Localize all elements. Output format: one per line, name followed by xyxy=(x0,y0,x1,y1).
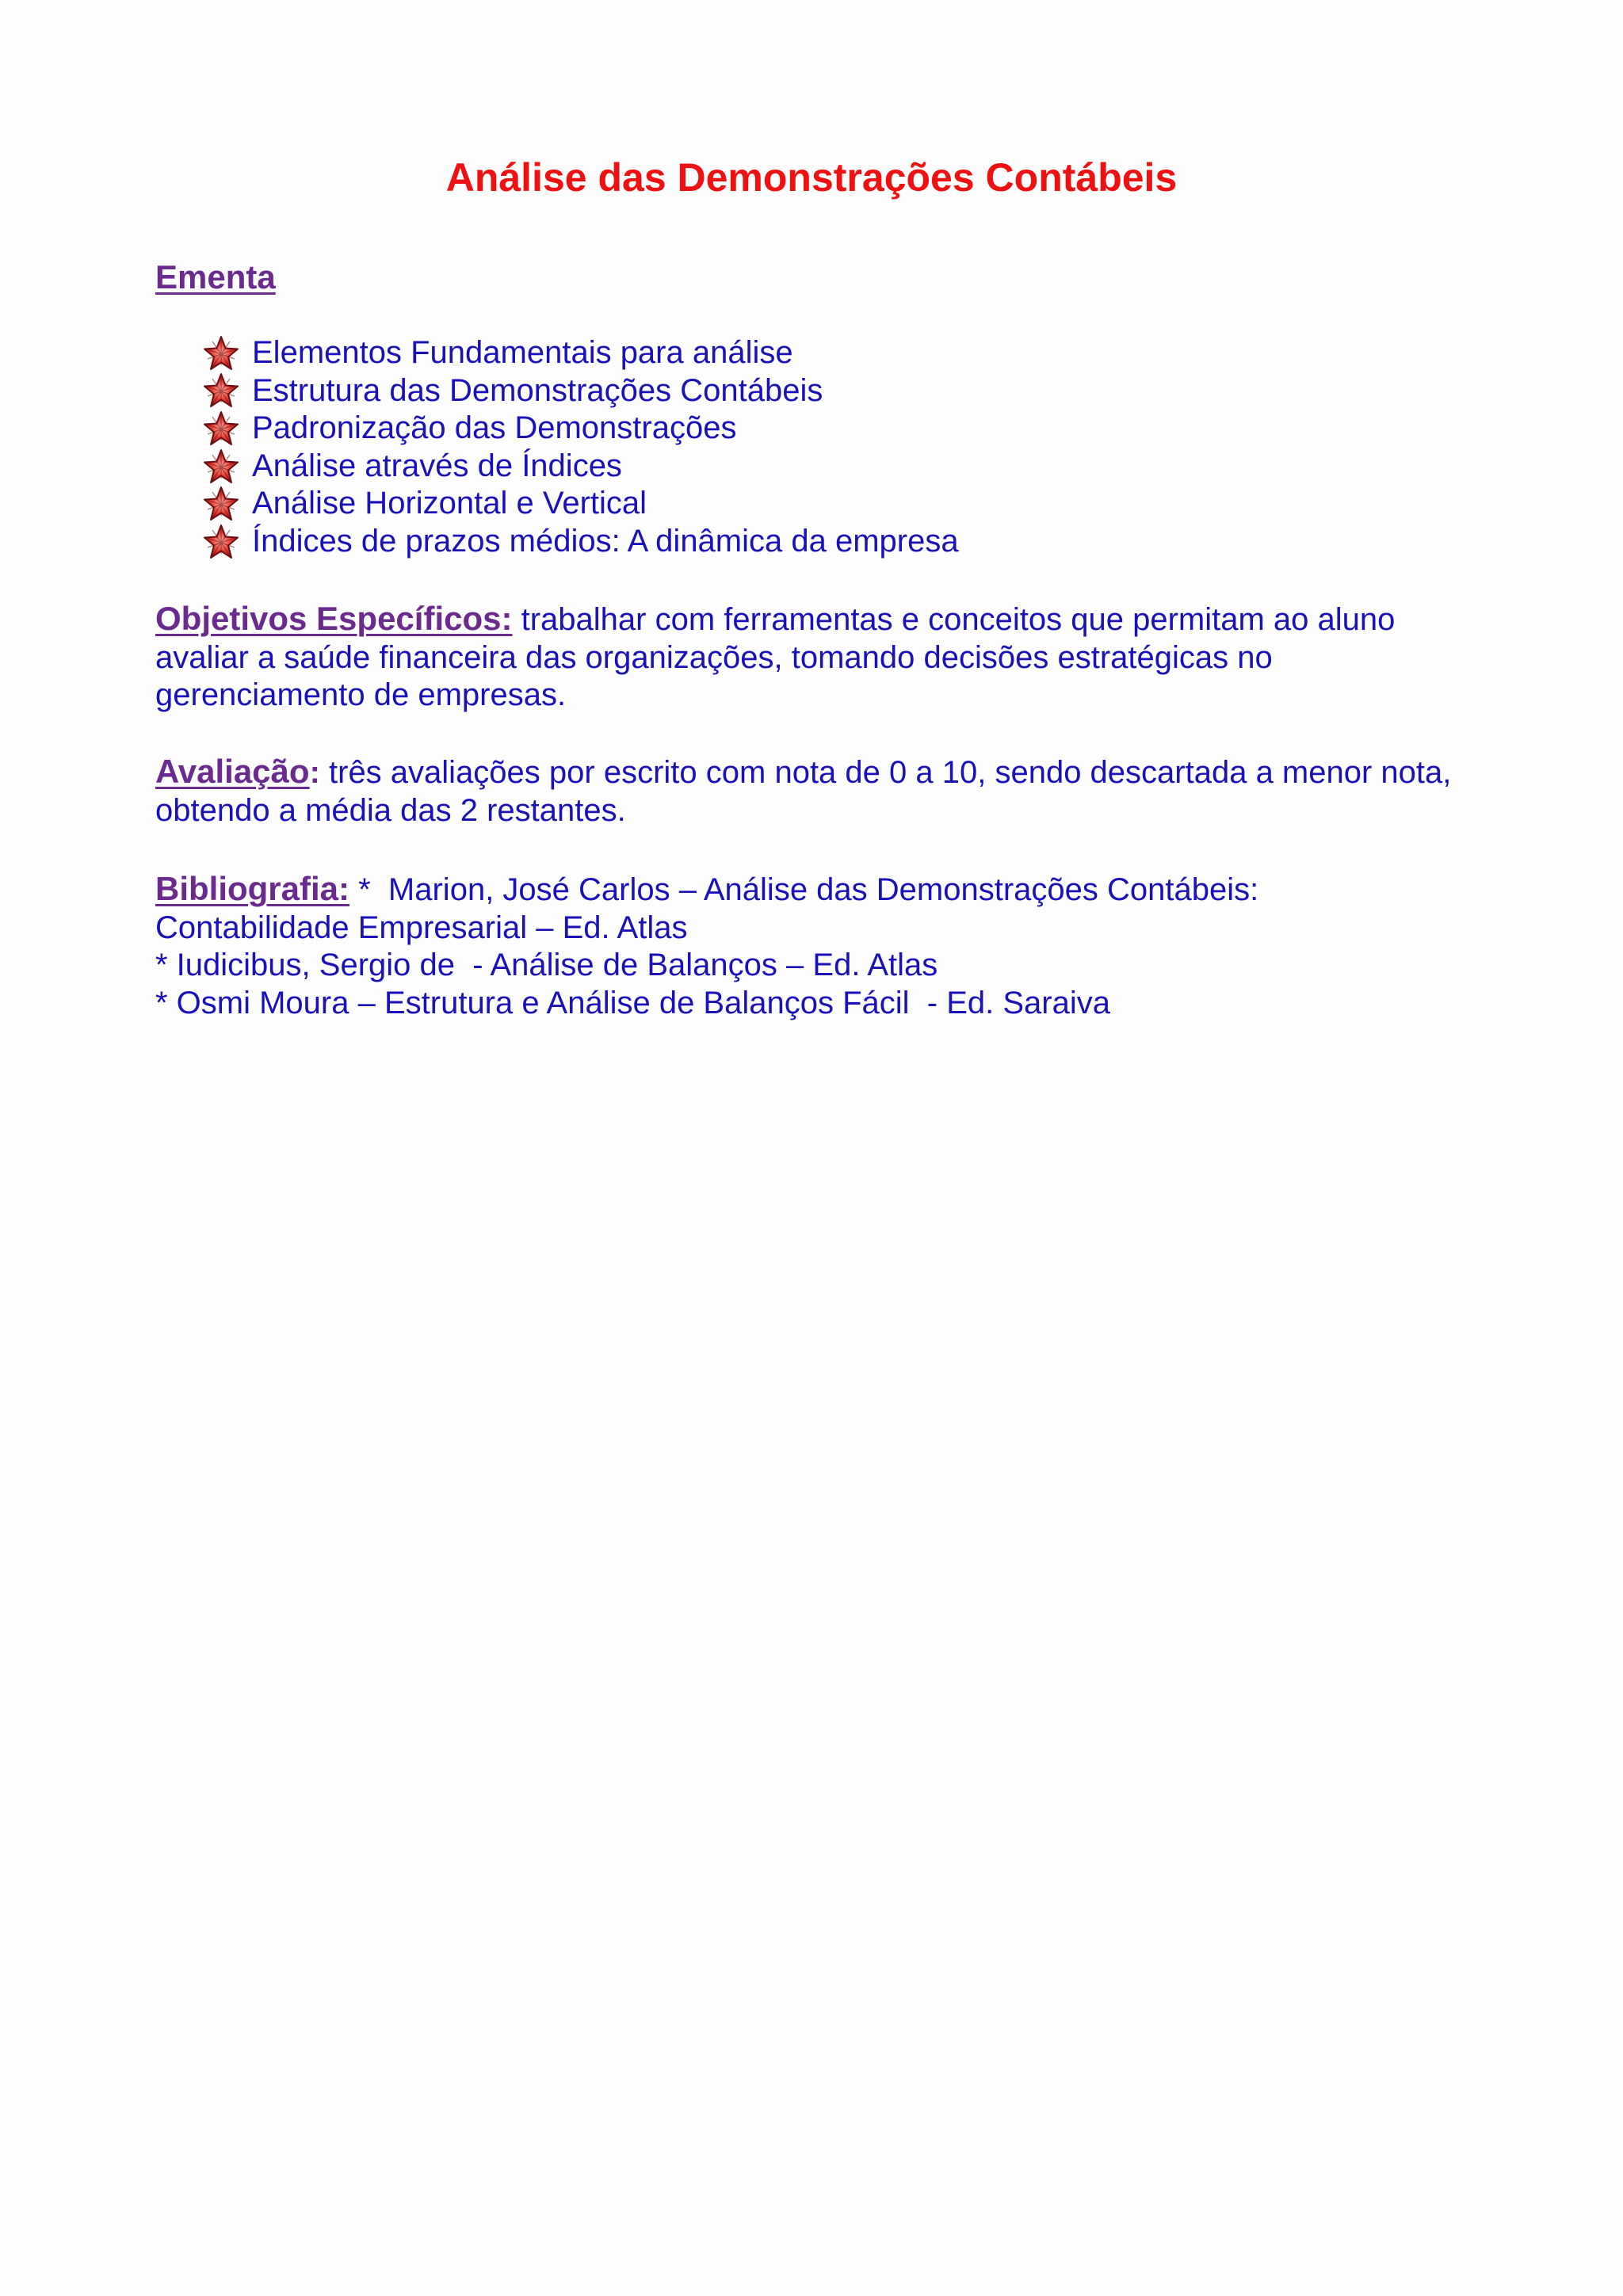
red-star-icon xyxy=(203,372,239,409)
ementa-item-text: Elementos Fundamentais para análise xyxy=(252,335,793,370)
ementa-section xyxy=(155,254,276,301)
bibliografia-entry: * Marion, José Carlos – Análise das Demonstrações Contábeis: xyxy=(349,872,1259,907)
ementa-list xyxy=(203,334,959,561)
red-star-icon xyxy=(203,410,239,447)
ementa-item-text: Índices de prazos médios: A dinâmica da empresa xyxy=(252,523,959,559)
avaliacao-heading: Avaliação xyxy=(155,753,310,790)
bibliografia-line xyxy=(155,870,1487,910)
document-title: Análise das Demonstrações Contábeis xyxy=(445,155,1178,200)
objetivos-heading: Objetivos Específicos: xyxy=(155,600,513,637)
bibliografia-paragraph xyxy=(155,870,1487,1022)
bibliografia-heading: Bibliografia: xyxy=(155,870,350,907)
ementa-item-text: Análise Horizontal e Vertical xyxy=(252,486,647,521)
red-star-icon xyxy=(203,486,239,522)
ementa-heading: Ementa xyxy=(155,258,276,296)
ementa-item xyxy=(203,334,959,372)
red-star-icon xyxy=(203,448,239,485)
objetivos-text: trabalhar com ferramentas e conceitos que permitam ao aluno avaliar a saúde financeira das organizações, tomando decisões estratégicas no gerenciamento de empresas. xyxy=(155,602,1396,712)
ementa-item xyxy=(203,448,959,486)
red-star-icon xyxy=(203,335,239,372)
ementa-item xyxy=(203,410,959,448)
ementa-item-text: Estrutura das Demonstrações Contábeis xyxy=(252,372,823,408)
bibliografia-entry: Contabilidade Empresarial – Ed. Atlas xyxy=(155,910,688,945)
avaliacao-colon: : xyxy=(309,755,320,790)
avaliacao-text: três avaliações por escrito com nota de 0 a 10, sendo descartada a menor nota, obtendo a média das 2 restantes. xyxy=(155,755,1452,828)
ementa-item xyxy=(203,523,959,561)
ementa-item-text: Padronização das Demonstrações xyxy=(252,410,737,446)
red-star-icon xyxy=(203,524,239,560)
bibliografia-entry: * Iudicibus, Sergio de - Análise de Balanços – Ed. Atlas xyxy=(155,948,938,982)
bibliografia-entry: * Osmi Moura – Estrutura e Análise de Balanços Fácil - Ed. Saraiva xyxy=(155,985,1110,1020)
objetivos-paragraph xyxy=(155,600,1487,715)
ementa-item xyxy=(203,372,959,410)
ementa-item xyxy=(203,485,959,523)
avaliacao-paragraph xyxy=(155,753,1487,830)
ementa-item-text: Análise através de Índices xyxy=(252,448,622,483)
